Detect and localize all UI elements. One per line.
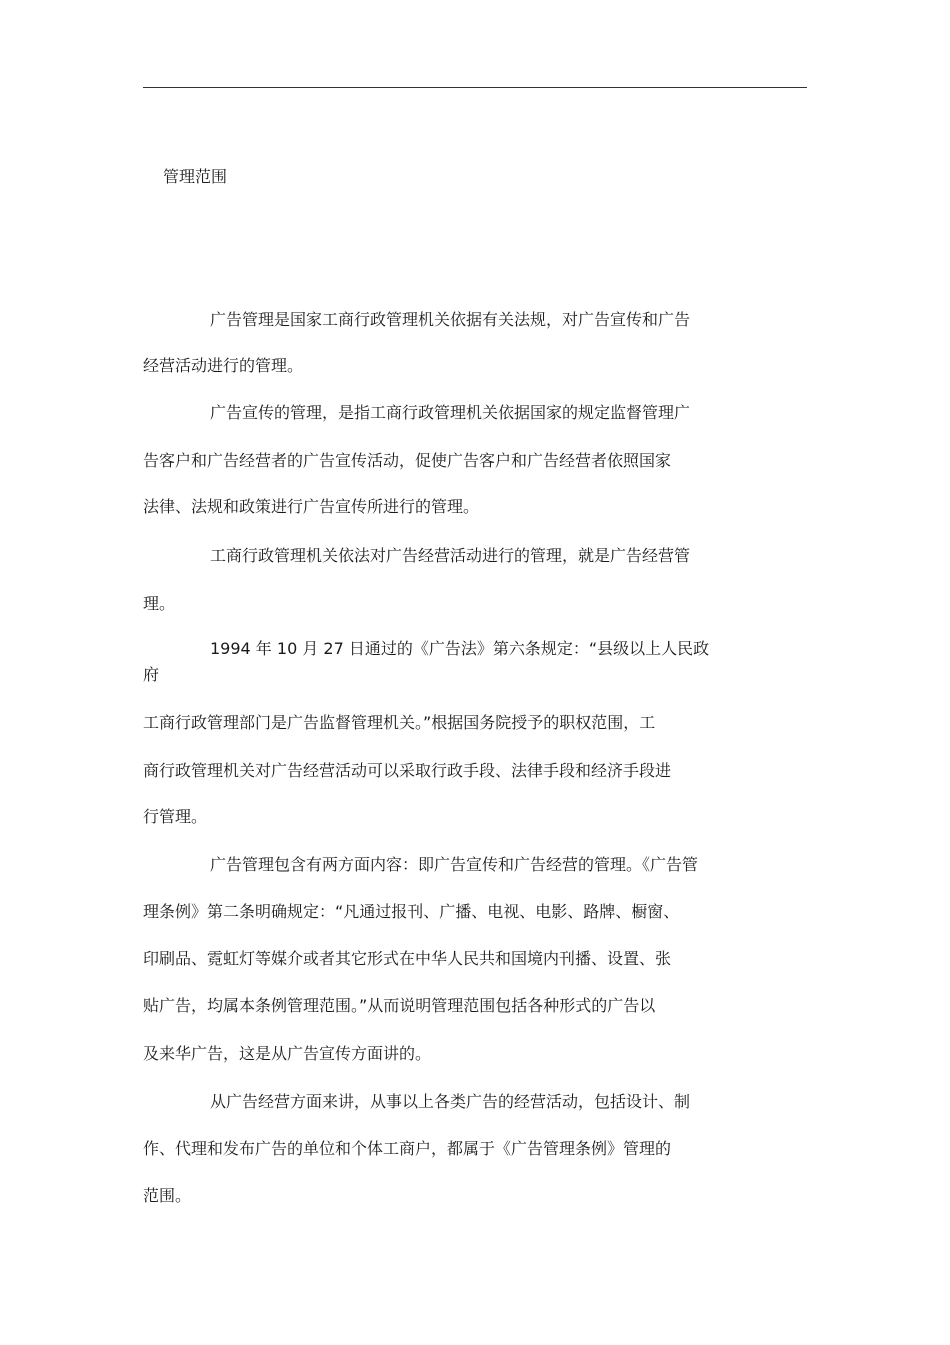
text-line: 作、代理和发布广告的单位和个体工商户，都属于《广告管理条例》管理的 [143,1139,672,1158]
text-line: 告客户和广告经营者的广告宣传活动，促使广告客户和广告经营者依照国家 [143,451,672,470]
section-title: 管理范围 [163,167,228,186]
text-line: 理条例》第二条明确规定：“凡通过报刊、广播、电视、电影、路牌、橱窗、 [143,902,680,921]
text-line: 广告宣传的管理，是指工商行政管理机关依据国家的规定监督管理广 [210,403,691,422]
text-line: 商行政管理机关对广告经营活动可以采取行政手段、法律手段和经济手段进 [143,761,672,780]
text-line: 及来华广告，这是从广告宣传方面讲的。 [143,1044,432,1063]
text-line: 府 [143,665,160,684]
text-line: 范围。 [143,1186,192,1205]
text-line: 理。 [143,594,176,613]
text-line: 广告管理是国家工商行政管理机关依据有关法规，对广告宣传和广告 [210,310,691,329]
text-line: 从广告经营方面来讲，从事以上各类广告的经营活动，包括设计、制 [210,1092,691,1111]
text-line: 工商行政管理部门是广告监督管理机关。”根据国务院授予的职权范围，工 [143,713,656,732]
text-line: 印刷品、霓虹灯等媒介或者其它形式在中华人民共和国境内刊播、设置、张 [143,949,672,968]
header-rule [143,87,807,88]
text-line: 经营活动进行的管理。 [143,356,304,375]
text-line: 广告管理包含有两方面内容：即广告宣传和广告经营的管理。《广告管 [210,855,699,874]
text-line: 贴广告，均属本条例管理范围。”从而说明管理范围包括各种形式的广告以 [143,996,656,1015]
text-line: 法律、法规和政策进行广告宣传所进行的管理。 [143,497,480,516]
text-line: 工商行政管理机关依法对广告经营活动进行的管理，就是广告经营管 [210,546,691,565]
text-line: 行管理。 [143,807,208,826]
text-line: 1994 年 10 月 27 日通过的《广告法》第六条规定：“县级以上人民政 [210,639,710,658]
